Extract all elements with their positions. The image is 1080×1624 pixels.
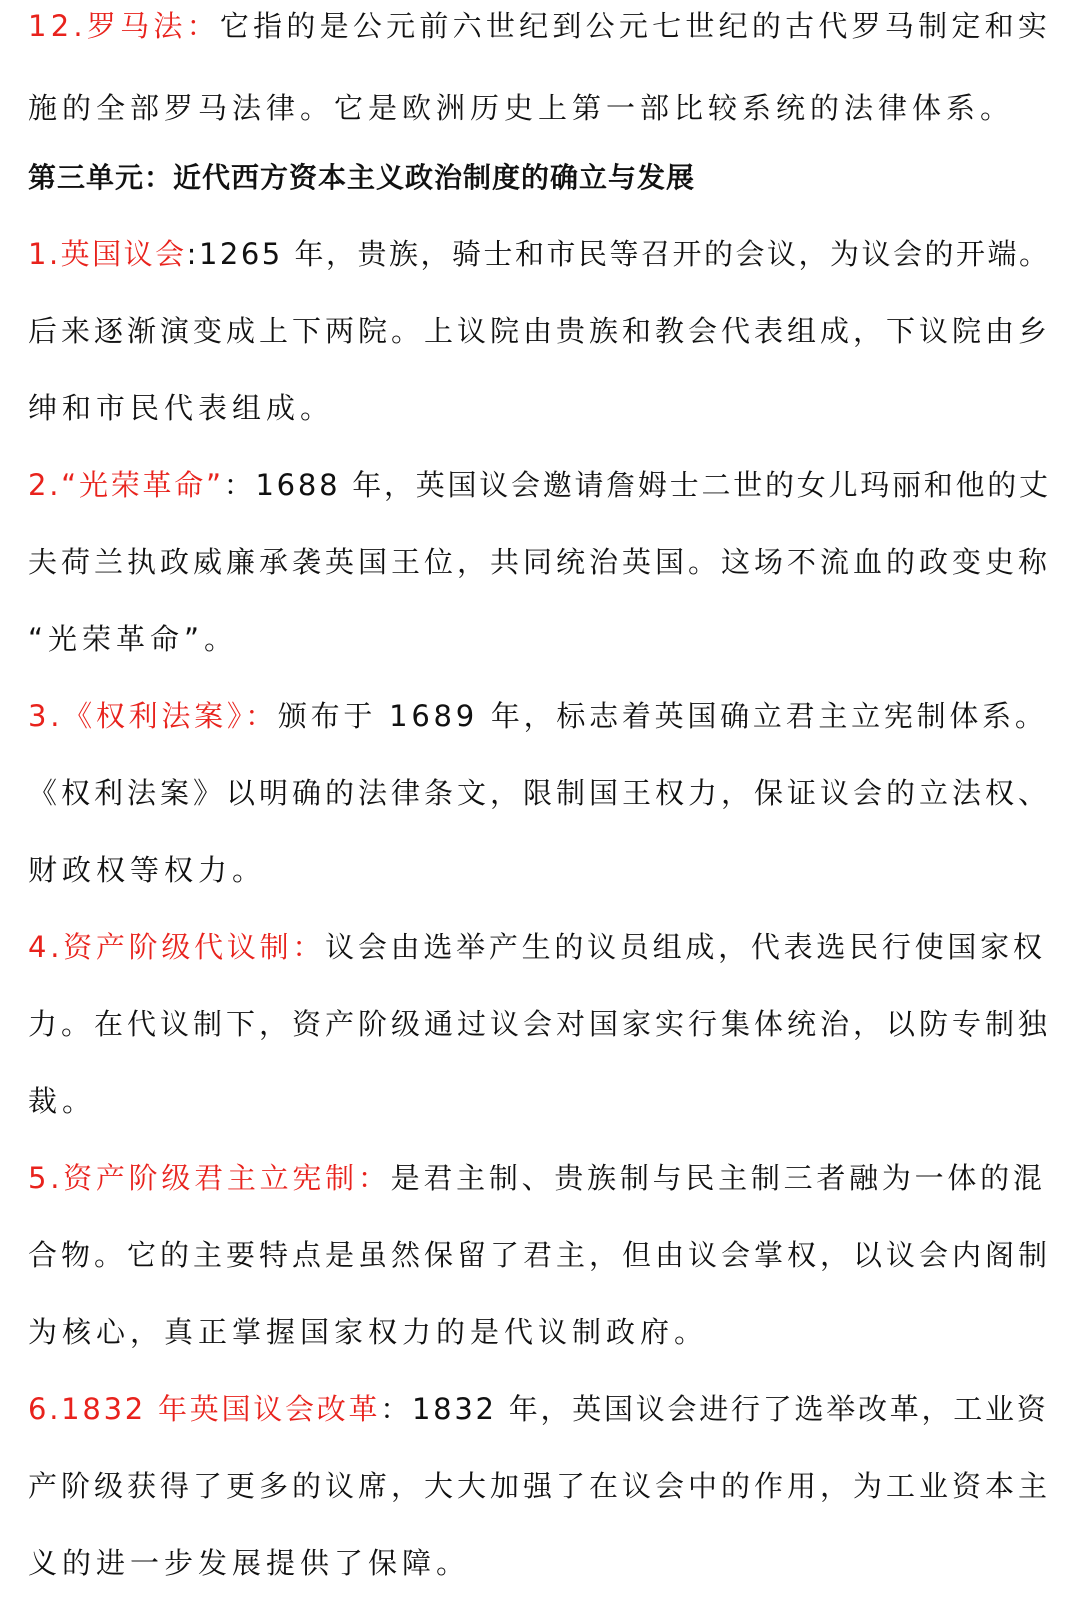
term-roman-law: 12.罗马法： xyxy=(28,9,220,43)
entry-3-text-1: 颁布于 1689 年，标志着英国确立君主立宪制体系。 xyxy=(277,699,1048,733)
item-12-text-1: 它指的是公元前六世纪到公元七世纪的古代罗马制定和实 xyxy=(219,9,1052,43)
item-12-text-2: 施的全部罗马法律。它是欧洲历史上第一部比较系统的法律体系。 xyxy=(28,91,1015,125)
entry-4-line-1 xyxy=(28,921,1052,998)
entry-3-line-3: 财政权等权力。 xyxy=(28,853,267,887)
entry-3-line-2: 《权利法案》以明确的法律条文，限制国王权力，保证议会的立法权、 xyxy=(28,776,1052,810)
entry-2-line-1 xyxy=(28,459,1052,536)
item-12-line-2 xyxy=(28,82,1052,152)
term-bill-of-rights: 3.《权利法案》： xyxy=(28,699,278,733)
section-heading: 第三单元：近代西方资本主义政治制度的确立与发展 xyxy=(28,161,696,194)
entry-4-line-3: 裁。 xyxy=(28,1084,97,1118)
item-12-line-1 xyxy=(28,0,1052,82)
entry-1-text-1: :1265 年，贵族，骑士和市民等召开的会议，为议会的开端。 xyxy=(186,237,1051,271)
entry-5-line-2: 合物。它的主要特点是虽然保留了君主，但由议会掌权，以议会内阁制 xyxy=(28,1238,1052,1272)
entry-6-line-3: 义的进一步发展提供了保障。 xyxy=(28,1546,471,1580)
entry-1-line-2: 后来逐渐演变成上下两院。上议院由贵族和教会代表组成，下议院由乡 xyxy=(28,314,1052,348)
entry-3-line-1 xyxy=(28,690,1052,767)
term-representative-system: 4.资产阶级代议制： xyxy=(28,930,326,964)
term-constitutional-monarchy: 5.资产阶级君主立宪制： xyxy=(28,1161,391,1195)
entry-6-text-1: ：1832 年，英国议会进行了选举改革，工业资 xyxy=(380,1392,1049,1426)
entry-5-text-1: 是君主制、贵族制与民主制三者融为一体的混 xyxy=(390,1161,1046,1195)
term-glorious-revolution: 2.“光荣革命” xyxy=(28,468,224,502)
term-1832-reform: 6.1832 年英国议会改革 xyxy=(28,1392,381,1426)
entry-6-line-1 xyxy=(28,1383,1052,1460)
entry-5-line-3: 为核心，真正掌握国家权力的是代议制政府。 xyxy=(28,1315,709,1349)
entry-1-line-3: 绅和市民代表组成。 xyxy=(28,391,335,425)
entry-4-line-2: 力。在代议制下，资产阶级通过议会对国家实行集体统治，以防专制独 xyxy=(28,1007,1052,1041)
entry-2-line-3: “光荣革命”。 xyxy=(28,622,239,656)
document-page xyxy=(28,0,1052,1614)
term-english-parliament: 1.英国议会 xyxy=(28,237,187,271)
entry-2-line-2: 夫荷兰执政威廉承袭英国王位，共同统治英国。这场不流血的政变史称 xyxy=(28,545,1052,579)
entry-4-text-1: 议会由选举产生的议员组成，代表选民行使国家权 xyxy=(325,930,1046,964)
entry-1-line-1 xyxy=(28,228,1052,305)
entry-6-line-2: 产阶级获得了更多的议席，大大加强了在议会中的作用，为工业资本主 xyxy=(28,1469,1052,1503)
entry-2-text-1: ：1688 年，英国议会邀请詹姆士二世的女儿玛丽和他的丈 xyxy=(223,468,1051,502)
entry-5-line-1 xyxy=(28,1152,1052,1229)
